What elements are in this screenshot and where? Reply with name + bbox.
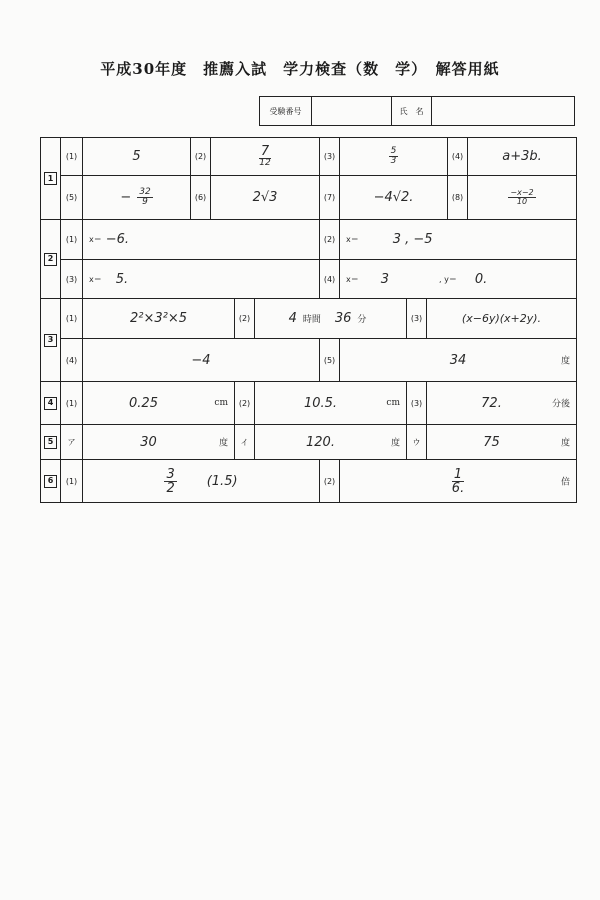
denominator: 9 <box>142 197 148 207</box>
answer-cell[interactable] <box>255 425 407 459</box>
answer-cell[interactable] <box>427 425 576 459</box>
answer-cell[interactable] <box>427 382 576 424</box>
question-label: (1) <box>61 220 83 259</box>
numerator: 1 <box>453 466 463 482</box>
answer-cell[interactable] <box>83 299 235 338</box>
answer-text: 5. <box>115 271 129 287</box>
question-label: (6) <box>191 176 211 219</box>
question-label: (3) <box>407 382 427 424</box>
answer-cell[interactable] <box>211 176 320 219</box>
answer-text: 5 <box>132 149 141 164</box>
unit-cm: cm <box>214 398 228 408</box>
answer-cell[interactable] <box>427 299 576 338</box>
unit-cm: cm <box>386 398 400 408</box>
answer-row <box>61 460 576 502</box>
section-number: 6 <box>44 475 57 488</box>
answer-sign: − <box>120 190 132 205</box>
question-label: (2) <box>320 460 340 502</box>
exam-number-label: 受験番号 <box>260 97 312 125</box>
denominator: 2 <box>166 480 175 496</box>
answer-sheet <box>40 137 577 503</box>
unit-degrees: 度 <box>390 438 400 449</box>
denominator: 10 <box>516 197 528 206</box>
numerator: 32 <box>139 187 151 197</box>
answer-cell[interactable] <box>83 176 191 219</box>
section-4 <box>41 382 576 425</box>
answer-text: −4√2. <box>373 190 414 205</box>
answer-cell[interactable] <box>83 425 235 459</box>
question-label: (5) <box>61 176 83 219</box>
denominator: 3 <box>390 156 397 166</box>
section-1 <box>41 138 576 220</box>
question-label: (2) <box>235 299 255 338</box>
answer-cell[interactable] <box>83 339 320 381</box>
answer-cell[interactable] <box>83 460 320 502</box>
fraction <box>164 468 176 495</box>
unit-degrees: 度 <box>218 438 228 449</box>
answer-row <box>61 260 576 298</box>
answer-text: 10.5. <box>303 395 338 411</box>
unit-hours: 時間 <box>302 315 321 325</box>
numerator: 7 <box>260 144 270 159</box>
denominator: 12 <box>259 158 271 168</box>
answer-cell[interactable] <box>340 176 448 219</box>
answer-text: −6. <box>105 232 130 247</box>
question-label: (3) <box>320 138 340 175</box>
answer-text: 72. <box>481 395 502 411</box>
question-label: (4) <box>448 138 468 175</box>
answer-text: 2²×3²×5 <box>129 311 188 326</box>
question-label: (8) <box>448 176 468 219</box>
section-2 <box>41 220 576 299</box>
answer-cell[interactable] <box>340 220 576 259</box>
section-5 <box>41 425 576 460</box>
question-label: ウ <box>407 425 427 459</box>
answer-text: 3 , −5 <box>392 232 433 247</box>
question-label: (4) <box>61 339 83 381</box>
answer-prefix: x＝ <box>346 274 359 284</box>
answer-row <box>61 382 576 424</box>
answer-prefix: x＝ <box>89 235 102 244</box>
question-label: (3) <box>61 260 83 298</box>
answer-cell[interactable] <box>340 260 576 298</box>
question-label: (1) <box>61 299 83 338</box>
answer-cell[interactable] <box>340 460 576 502</box>
unit-minutes-later: 分後 <box>551 399 570 410</box>
numerator: 3 <box>166 466 175 482</box>
question-label: (5) <box>320 339 340 381</box>
numerator: −x−2 <box>510 188 534 197</box>
answer-text: 34 <box>449 352 467 368</box>
answer-row <box>61 339 576 381</box>
question-label: ア <box>61 425 83 459</box>
exam-number-field[interactable] <box>312 97 392 125</box>
question-label: (4) <box>320 260 340 298</box>
answer-cell[interactable] <box>255 382 407 424</box>
question-label: (1) <box>61 138 83 175</box>
answer-text: 30 <box>140 434 157 450</box>
question-label: イ <box>235 425 255 459</box>
section-number: 2 <box>44 253 57 266</box>
answer-cell[interactable] <box>468 176 576 219</box>
answer-row <box>61 425 576 459</box>
answer-hours: 4 <box>288 311 297 326</box>
answer-text: 120. <box>306 434 335 450</box>
unit-degrees: 度 <box>560 356 570 367</box>
question-label: (3) <box>407 299 427 338</box>
section-number: 1 <box>44 172 57 185</box>
answer-text: (x−6y)(x+2y). <box>461 312 542 325</box>
answer-row <box>61 299 576 339</box>
question-label: (7) <box>320 176 340 219</box>
question-label: (2) <box>320 220 340 259</box>
question-label: (2) <box>191 138 211 175</box>
name-field[interactable] <box>432 97 574 125</box>
answer-prefix-y: , y＝ <box>439 274 457 284</box>
question-label: (1) <box>61 460 83 502</box>
fraction <box>389 147 399 166</box>
question-label: (2) <box>235 382 255 424</box>
examinee-info-box <box>259 96 575 126</box>
unit-degrees: 度 <box>560 438 570 449</box>
answer-text: 2√3 <box>252 190 278 205</box>
denominator: 6. <box>451 480 465 496</box>
numerator: 5 <box>390 146 397 156</box>
answer-cell[interactable] <box>340 138 448 175</box>
answer-text: 0.25 <box>129 395 158 411</box>
fraction <box>450 468 466 495</box>
fraction <box>257 145 272 168</box>
answer-text: 75 <box>483 434 500 450</box>
section-3 <box>41 299 576 382</box>
answer-cell[interactable] <box>211 138 320 175</box>
fraction <box>508 189 535 206</box>
answer-minutes: 36 <box>334 311 352 326</box>
page-title: 平成30年度 推薦入試 学力検査（数 学） 解答用紙 <box>100 60 500 78</box>
answer-cell[interactable] <box>83 138 191 175</box>
answer-row <box>61 138 576 176</box>
question-label: (1) <box>61 382 83 424</box>
answer-cell[interactable] <box>83 220 320 259</box>
answer-prefix: x＝ <box>89 274 102 284</box>
section-6 <box>41 460 576 502</box>
answer-text: −4 <box>191 352 211 368</box>
answer-cell[interactable] <box>255 299 407 338</box>
section-number: 5 <box>44 436 57 449</box>
answer-row <box>61 220 576 260</box>
answer-cell[interactable] <box>340 339 576 381</box>
unit-times: 倍 <box>560 477 570 488</box>
answer-prefix: x＝ <box>346 235 359 244</box>
section-number: 4 <box>44 397 57 410</box>
answer-cell[interactable] <box>83 260 320 298</box>
fraction <box>137 188 152 207</box>
name-label: 氏 名 <box>392 97 432 125</box>
answer-text: a+3b. <box>502 149 542 164</box>
answer-text: 0. <box>474 271 488 287</box>
unit-minutes: 分 <box>357 315 367 325</box>
answer-row <box>61 176 576 219</box>
answer-cell[interactable] <box>468 138 576 175</box>
answer-text: 3 <box>380 271 390 287</box>
section-number: 3 <box>44 334 57 347</box>
answer-cell[interactable] <box>83 382 235 424</box>
answer-alt: (1.5) <box>206 473 238 489</box>
